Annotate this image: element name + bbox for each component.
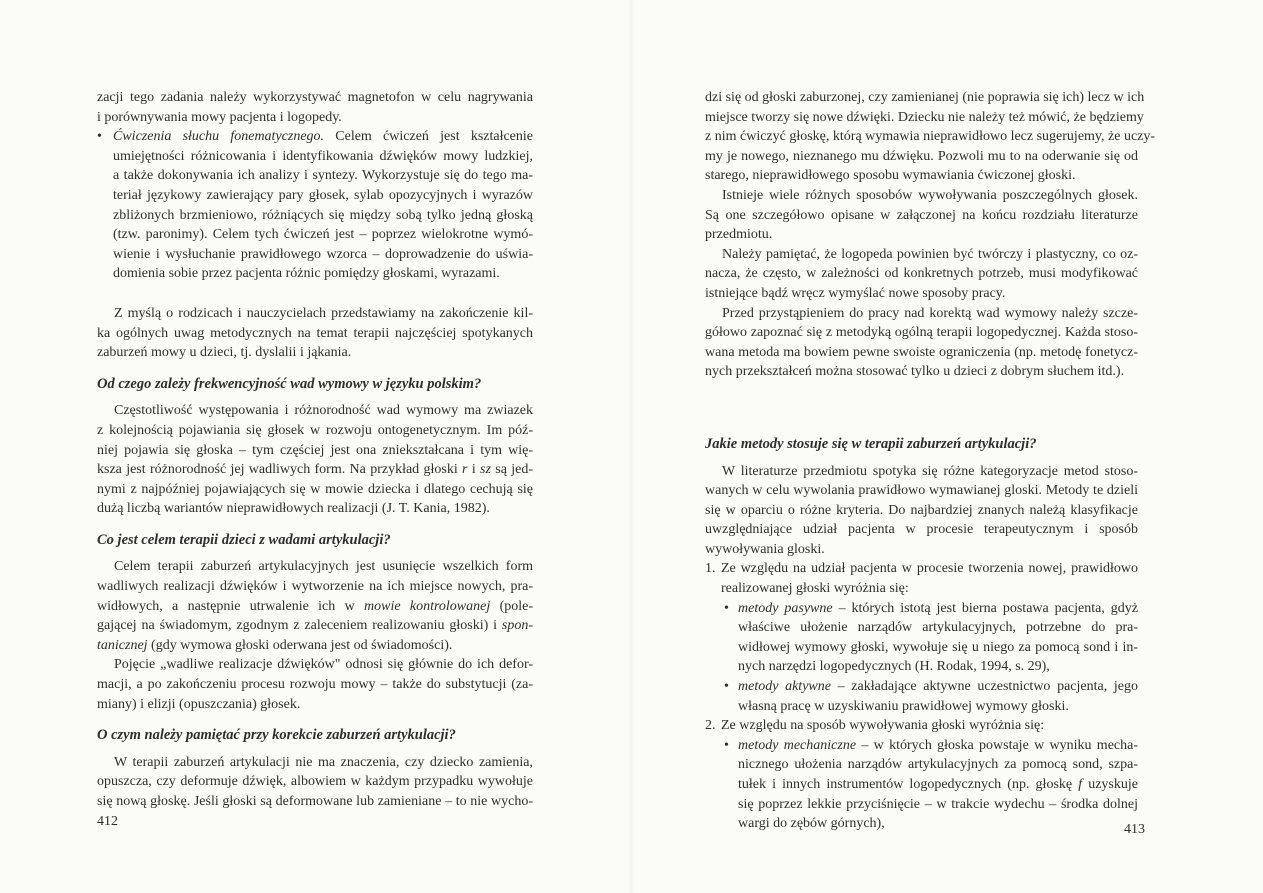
text-line: się poprzez lekkie przyciśnięcie – w trakcie wydechu – środka dolnej [738, 796, 1138, 812]
text-line: nych przekształceń można stosować tylko u dzieci z dobrym słuchem itd.). [705, 364, 1125, 380]
text-line: Co jest celem terapii dzieci z wadami artykulacji? [97, 531, 391, 548]
text-line [97, 597, 533, 617]
text-line: nacza, że często, w zależności od konkretnych potrzeb, musi modyfikować [705, 266, 1138, 282]
spacer [705, 382, 1138, 392]
text-line: wana metoda ma bowiem pewne swoiste ograniczenia (np. metodę fonetycz- [705, 344, 1138, 360]
text-line: my je nowego, nieznanego mu dźwięku. Pozwoli mu to na oderwanie się od [705, 148, 1138, 164]
text-line: wywoływania gloski. [705, 541, 825, 557]
text-line: Jakie metody stosuje się w terapii zaburzeń artykulacji? [705, 435, 1037, 452]
para-paragraph [97, 655, 533, 714]
text-line: wargi do zębów górnych), [738, 816, 885, 832]
section-heading [97, 726, 533, 746]
list-number: 1. [705, 561, 716, 577]
text-line: nych narzędzi logopedycznych (H. Rodak, 1994, s. 29), [738, 659, 1050, 675]
text-line [738, 775, 1138, 795]
text-line: umiejętności różnicowania i identyfikowania dźwięków mowy ludzkiej, [113, 148, 533, 164]
text-line: się w oparciu o różne kryteria. Do najbardziej znanych należą klasyfikacje [705, 502, 1138, 518]
text-line: wadliwych realizacji dźwięków i wytworzenie na ich miejsce nowych, pra- [97, 579, 533, 595]
text-line [738, 677, 1138, 697]
text-line [738, 599, 1138, 619]
text-line: zacji tego zadania należy wykorzystywać magnetofon w celu nagrywania [97, 90, 533, 105]
text-line: (tzw. paronimy). Celem tych ćwiczeń jest – poprzez wielokrotne wymó- [113, 227, 533, 243]
bullet-icon: • [724, 600, 729, 616]
italic-term: metody aktywne [738, 679, 831, 695]
text-line: gółowo zapoznać się z metodyką ogólną terapii logopedycznej. Każda stoso- [705, 325, 1138, 341]
text-segment: – których istotą jest bierna postawa pacjenta, gdyż [832, 600, 1138, 616]
text-line: O czym należy pamiętać przy korekcie zaburzeń artykulacji? [97, 727, 456, 744]
text-line: Częstotliwość występowania i różnorodność wad wymowy ma zwiazek [114, 403, 533, 419]
text-line: a także dokonywania ich analizy i syntezy. Wykorzystuje się do tego ma- [113, 168, 533, 184]
text-line: Od czego zależy frekwencyjność wad wymowy w języku polskim? [97, 375, 482, 392]
text-segment: i [467, 462, 481, 478]
italic-term: metody pasywne [738, 600, 833, 616]
text-segment: (gdy wymowa głoski oderwana jest od świadomości). [147, 637, 453, 653]
para-paragraph [705, 462, 1138, 560]
text-line: istniejące bądź wręcz wymyślać nowe sposoby pracy. [705, 285, 1006, 301]
para-paragraph [97, 557, 533, 655]
text-line: właściwe ułożenie narządów artykulacyjnych, potrzebne do pra- [738, 620, 1138, 636]
cont-paragraph [705, 88, 1156, 186]
para-paragraph [97, 753, 533, 812]
text-line: Są one szczegółowo opisane w załączonej na końcu rozdziału literaturze [705, 207, 1138, 223]
para-paragraph [97, 304, 533, 363]
bullet-icon: • [724, 679, 729, 695]
text-line: zaburzeń mowy u dzieci, tj. dyslalii i jąkania. [97, 345, 352, 361]
text-line: dzi się od głoski zaburzonej, czy zamienianej (nie poprawia się ich) lecz w ich [705, 90, 1145, 105]
sub-paragraph [705, 599, 1138, 677]
text-line: Celem terapii zaburzeń artykulacyjnych jest usunięcie wszelkich form [114, 559, 533, 575]
text-line: Istnieje wiele różnych sposobów wywoływania poszczególnych głosek. [722, 187, 1138, 203]
text-line: miejsce tworzy się nowe dźwięki. Dziecku nie należy też mówić, że będziemy [705, 109, 1144, 125]
text-line: własną pracę w uzyskiwaniu prawidłowej wymowy głoski. [738, 698, 1069, 714]
text-segment: – w których głoska powstaje w wyniku mecha- [856, 737, 1139, 753]
text-segment: gającej na świadomym, zgodnym z zaleceniem realizowaniu głoski) i [97, 618, 502, 634]
text-line: W literaturze przedmiotu spotyka się różne kategoryzacje metod stoso- [722, 463, 1138, 479]
section-heading [97, 531, 533, 551]
text-segment: są jed- [490, 462, 533, 478]
text-line: W terapii zaburzeń artykulacji nie ma znaczenia, czy dziecko zamienia, [114, 754, 533, 770]
cont-paragraph [97, 88, 533, 127]
text-line: dużą liczbą wariantów nieprawidłowych realizacji (J. T. Kania, 1982). [97, 501, 490, 517]
text-line [113, 127, 533, 147]
text-line: się nową głoskę. Jeśli głoski są deformowane lub zamieniane – to nie wycho- [97, 794, 533, 809]
text-line: ka ogólnych uwag metodycznych na temat terapii najczęściej spotykanych [97, 325, 533, 341]
book-gutter-shadow [628, 0, 634, 893]
text-line: i porównywania mowy pacjenta i logopedy. [97, 109, 342, 125]
section-heading [705, 435, 1138, 455]
text-line: Należy pamiętać, że logopeda powinien być twórczy i plastyczny, co oz- [722, 246, 1138, 262]
text-line: Ze względu na sposób wywoływania głoski wyróżnia się: [721, 718, 1045, 734]
italic-term: mowie kontrolowanej [364, 598, 491, 614]
left-page [97, 88, 533, 812]
num-paragraph [705, 716, 1138, 736]
text-line [97, 616, 533, 636]
italic-term: f [1078, 777, 1083, 792]
text-segment: widłowych, a następnie utrwalenie ich w [97, 598, 365, 614]
text-line: domienia sobie przez pacjenta różnic pomiędzy głoskami, wyrazami. [113, 266, 500, 282]
italic-term: sz [480, 462, 491, 478]
text-segment: ksza jest różnorodność jej wadliwych form. Na przykład głoski [97, 462, 463, 478]
text-line: Przed przystąpieniem do pracy nad korektą wad wymowy należy szcze- [722, 305, 1138, 321]
italic-term: tanicznej [97, 637, 148, 653]
text-line: widłowej wymowy głoski, wywołuje się u niego za pomocą sond i in- [738, 639, 1138, 655]
section-heading [97, 375, 533, 395]
text-line: Ze względu na udział pacjenta w procesie tworzenia nowej, prawidłowo [721, 561, 1138, 577]
text-line [738, 736, 1138, 756]
text-line: przedmiotu. [705, 227, 773, 243]
text-line: Pojęcie „wadliwe realizacje dźwięków" odnosi się głównie do ich defor- [114, 657, 533, 673]
text-line: realizowanej głoski wyróżnia się: [721, 581, 909, 597]
text-line: teriał językowy zawierający pary głosek, sylab opozycyjnych i wyrazów [113, 187, 533, 203]
text-line: wanych w celu wywolania prawidłowo wymawianej gloski. Metody te dzieli [705, 483, 1138, 499]
para-paragraph [705, 304, 1138, 382]
text-line: nymi z najpóźniej pojawiających się w mowie dziecka i dlatego cechują się [97, 481, 533, 497]
bullet-icon: • [724, 737, 729, 753]
text-segment: (pole- [490, 598, 533, 614]
text-line: z kolejnością pojawiania się głosek w rozwoju ontogenetycznym. Im póź- [97, 422, 533, 438]
num-paragraph [705, 559, 1138, 598]
text-line: zbliżonych brzmieniowo, różniących się między sobą tylko jedną głoską [113, 207, 533, 223]
bullet-icon: • [97, 129, 102, 145]
para-paragraph [705, 186, 1138, 245]
spacer [705, 392, 1138, 402]
text-line: miany) i elizji (opuszczania) głosek. [97, 696, 301, 712]
text-segment: Celem ćwiczeń jest kształcenie [324, 129, 534, 145]
text-line: opuszcza, czy deformuje dźwięk, albowiem w każdym przypadku wywołuje [97, 774, 533, 790]
text-line: uwzględniające udział pacjenta w procesie terapeutycznym i sposób [705, 522, 1138, 538]
text-line [97, 460, 533, 480]
text-line: starego, nieprawidłowego sposobu wymawiania ćwiczonej głoski. [705, 168, 1076, 184]
text-line: nicznego ułożenia narządów artykulacyjnych za pomocą sond, szpa- [738, 757, 1138, 773]
text-line: Z myślą o rodzicach i nauczycielach przedstawiamy na zakończenie kil- [114, 305, 533, 321]
sub-paragraph [705, 736, 1138, 834]
spacer [97, 284, 533, 294]
text-segment: uzyskuje [1082, 777, 1138, 792]
list-number: 2. [705, 718, 716, 734]
italic-term: r [462, 462, 468, 478]
text-segment: – zakładające aktywne uczestnictwo pacjenta, jego [830, 679, 1138, 695]
page-number-left: 412 [97, 814, 118, 829]
para-paragraph [97, 401, 533, 519]
text-line: niej pojawia się głoska – tym częściej jest ona zniekształcana i tym wię- [97, 442, 533, 458]
italic-term: metody mechaniczne [738, 737, 857, 753]
para-paragraph [705, 245, 1138, 304]
page-number-right: 413 [1124, 822, 1145, 837]
text-line: macji, a po zakończeniu procesu rozwoju mowy – także do substytucji (za- [97, 677, 533, 693]
right-page [705, 88, 1156, 834]
italic-term: spon- [501, 618, 533, 634]
text-line: wienie i wysłuchanie prawidłowego wzorca – doprowadzenie do uświa- [113, 246, 533, 262]
text-line: z nim ćwiczyć głoskę, którą wymawia nieprawidłowo lecz sugerujemy, że uczy- [705, 129, 1156, 145]
italic-term: Ćwiczenia słuchu fonematycznego. [113, 129, 325, 145]
text-line [97, 636, 533, 656]
text-segment: tułek i innych instrumentów logopedycznych (np. głoskę [738, 777, 1079, 792]
bullet-paragraph [97, 127, 533, 284]
sub-paragraph [705, 677, 1138, 716]
